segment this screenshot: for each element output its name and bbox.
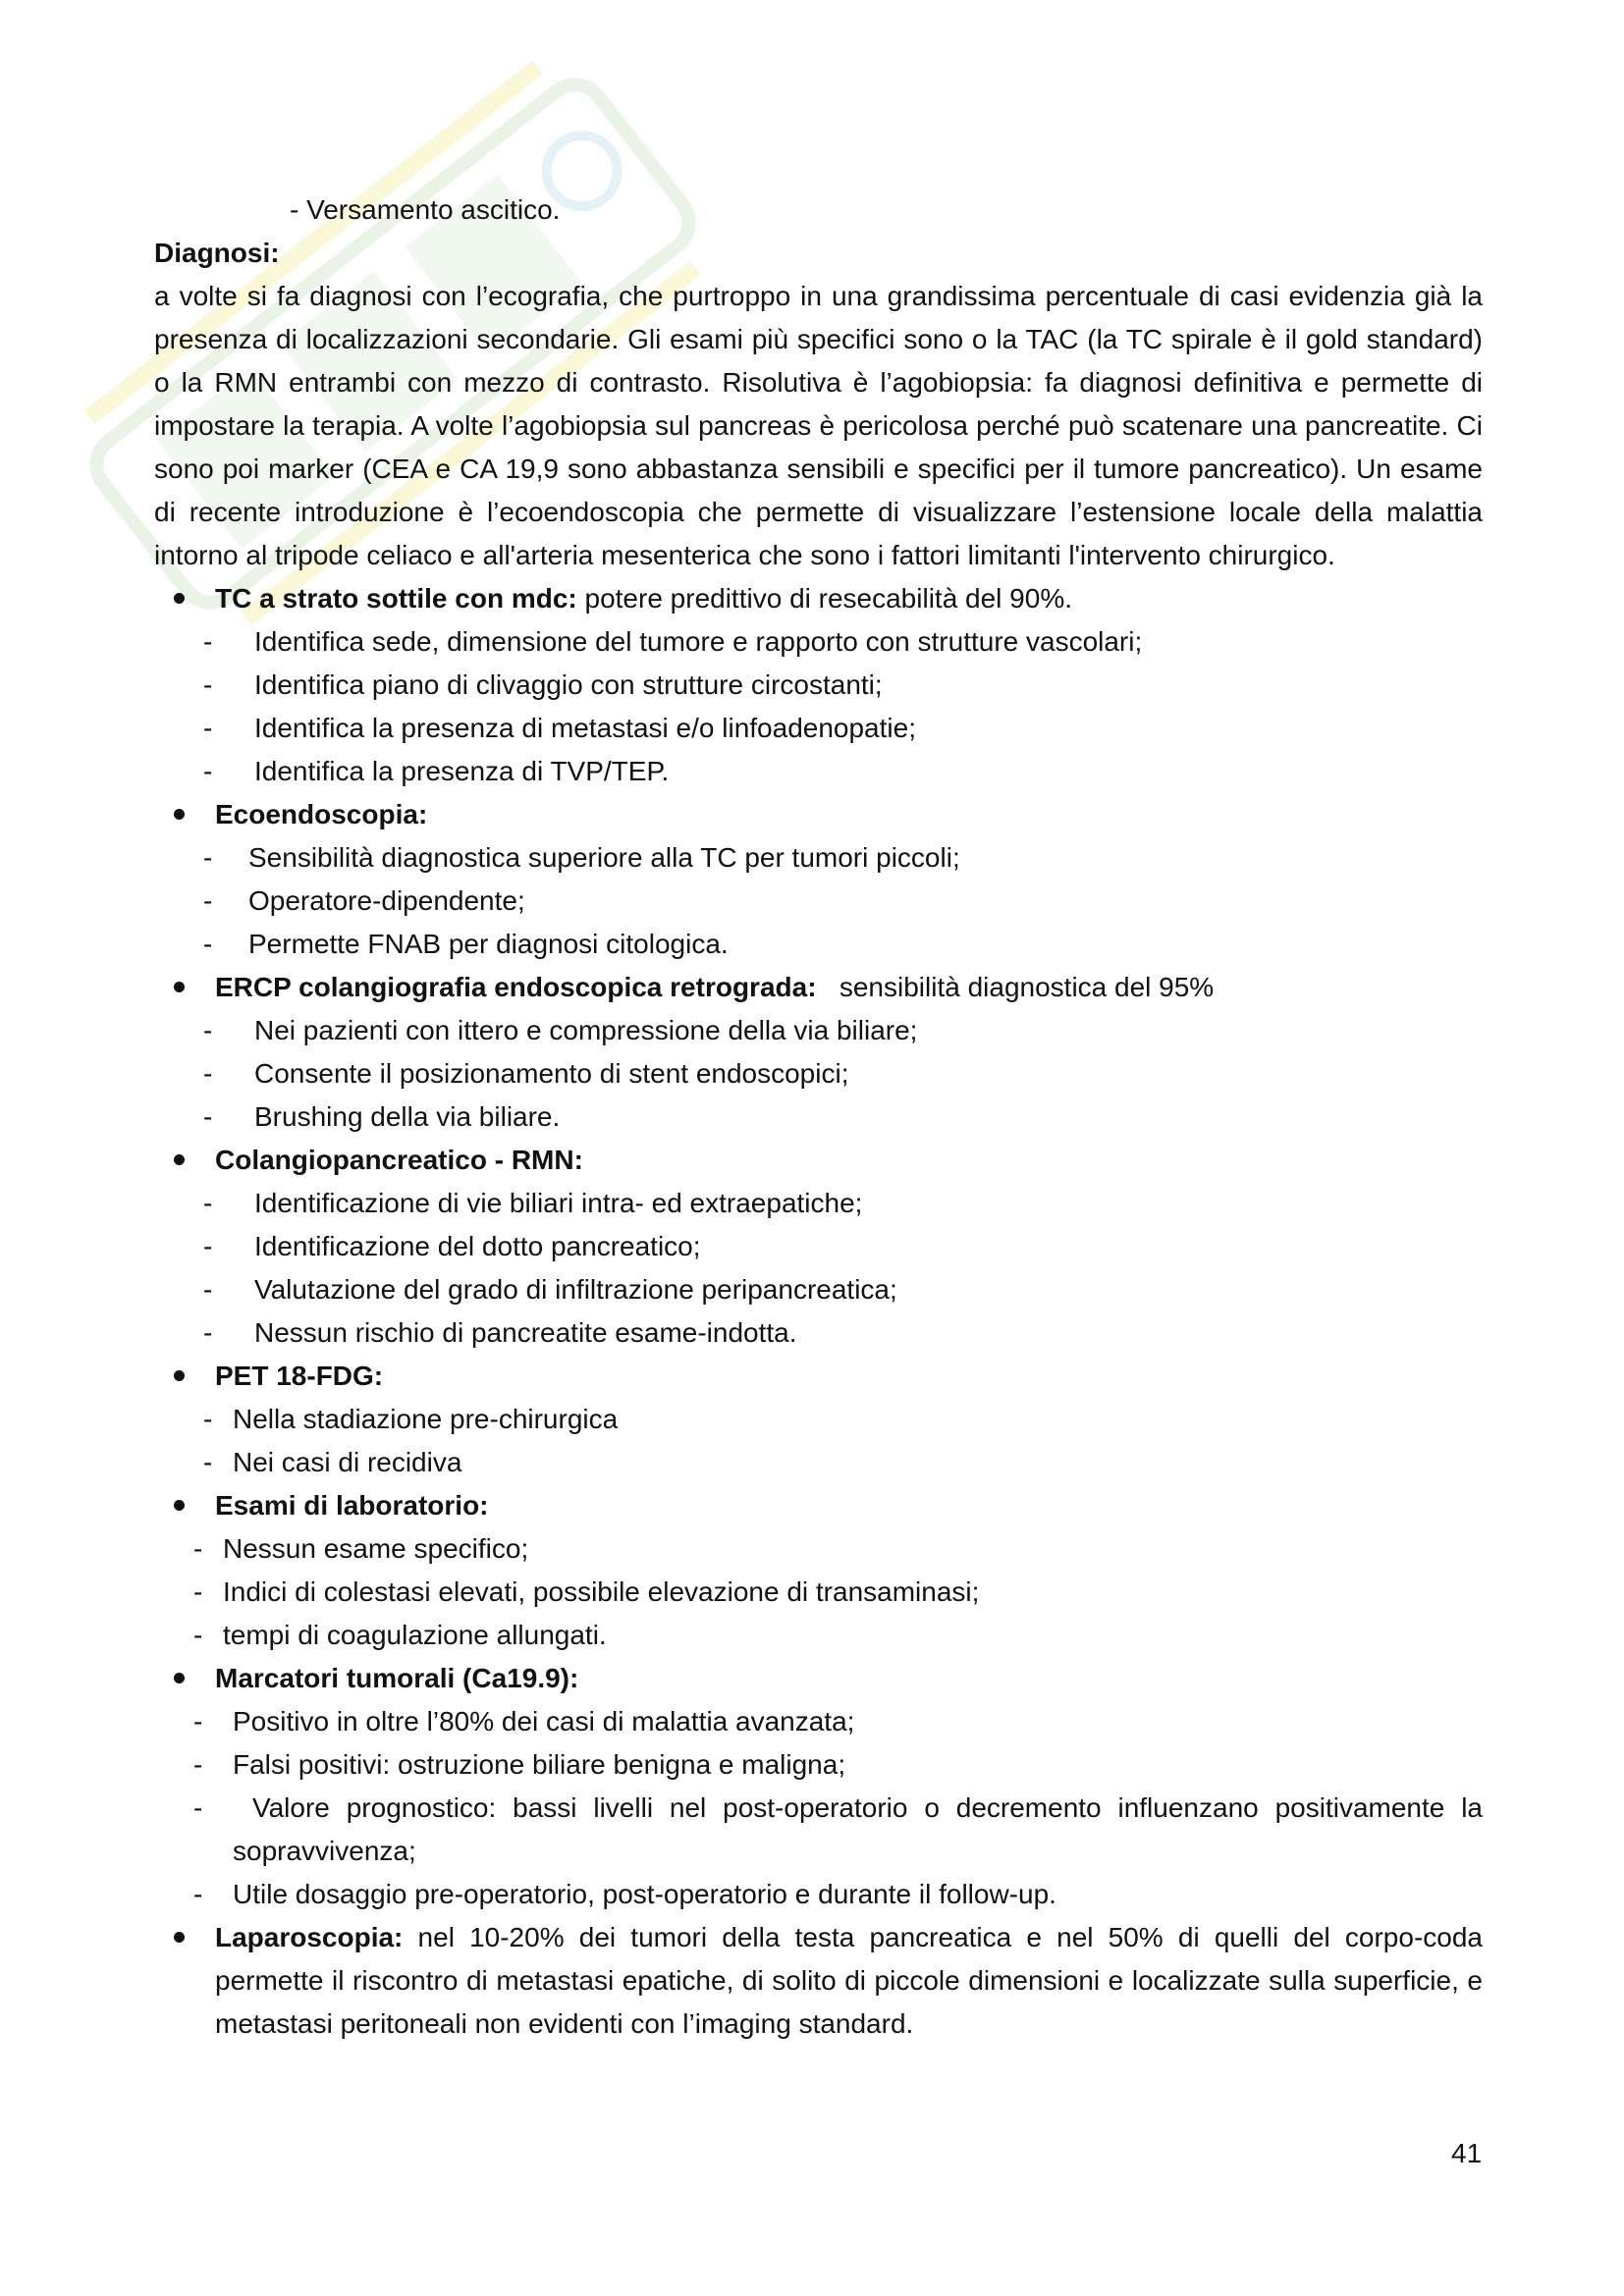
- dash-icon: -: [203, 669, 213, 700]
- list-item: - Falsi positivi: ostruzione biliare benigna e maligna;: [154, 1743, 1483, 1787]
- list-item: - Valore prognostico: bassi livelli nel post-operatorio o decremento influenzano positivamente la sopravvivenza;: [154, 1787, 1483, 1873]
- dash-icon: -: [193, 1533, 203, 1564]
- bullet-title: ERCP colangiografia endoscopica retrograda:: [215, 972, 817, 1002]
- bullet-laparoscopia: [154, 1916, 1483, 2046]
- dash-icon: -: [193, 1576, 203, 1607]
- diagnosi-paragraph: a volte si fa diagnosi con l’ecografia, che purtroppo in una grandissima percentuale di casi evidenzia già la presenza di localizzazioni secondarie. Gli esami più specifici sono o la TAC (la TC spirale è il gold standard) o la RMN entrambi con mezzo di contrasto. Risolutiva è l’agobiopsia: fa diagnosi definitiva e permette di impostare la terapia. A volte l’agobiopsia sul pancreas è pericolosa perché può scatenare una pancreatite. Ci sono poi marker (CEA e CA 19,9 sono abbastanza sensibili e specifici per il tumore pancreatico). Un esame di recente introduzione è l’ecoendoscopia che permette di visualizzare l’estensione locale della malattia intorno al tripode celiaco e all'arteria mesenterica che sono i fattori limitanti l'intervento chirurgico.: [154, 281, 1483, 570]
- list-item: - Brushing della via biliare.: [154, 1095, 1483, 1139]
- dash-icon: -: [203, 1231, 213, 1261]
- bullet-icon: [174, 1673, 185, 1683]
- dash-icon: -: [203, 842, 213, 873]
- bullet-icon: [174, 809, 185, 820]
- list-item: - Nei casi di recidiva: [154, 1441, 1483, 1484]
- list-item: - Utile dosaggio pre-operatorio, post-operatorio e durante il follow-up.: [154, 1873, 1483, 1916]
- list-item: - Identificazione del dotto pancreatico;: [154, 1225, 1483, 1268]
- list-item: - Indici di colestasi elevati, possibile elevazione di transaminasi;: [154, 1571, 1483, 1614]
- list-item: - Nei pazienti con ittero e compressione della via biliare;: [154, 1009, 1483, 1052]
- dash-icon: -: [193, 1749, 203, 1780]
- dash-icon: -: [193, 1792, 203, 1823]
- dash-icon: -: [203, 1317, 213, 1348]
- list-item: - Identifica sede, dimensione del tumore e rapporto con strutture vascolari;: [154, 620, 1483, 664]
- page-content: [154, 188, 1483, 2046]
- bullet-tc: [154, 577, 1483, 620]
- list-item: - Nessun rischio di pancreatite esame-indotta.: [154, 1311, 1483, 1355]
- bullet-icon: [174, 1932, 185, 1943]
- dash-icon: -: [203, 1404, 213, 1434]
- bullet-esami-laboratorio: [154, 1484, 1483, 1527]
- list-item: - Identifica la presenza di metastasi e/o linfoadenopatie;: [154, 707, 1483, 750]
- bullet-ercp: [154, 966, 1483, 1009]
- bullet-marcatori: [154, 1657, 1483, 1700]
- dash-icon: -: [203, 713, 213, 743]
- dash-icon: -: [203, 1015, 213, 1045]
- list-item: - Permette FNAB per diagnosi citologica.: [154, 923, 1483, 966]
- bullet-colangio-rmn: [154, 1139, 1483, 1182]
- bullet-pet: [154, 1355, 1483, 1398]
- bullet-text: potere predittivo di resecabilità del 90%.: [576, 583, 1073, 614]
- ascites-line: - Versamento ascitico.: [290, 194, 561, 225]
- dash-icon: -: [193, 1879, 203, 1909]
- dash-icon: -: [203, 1447, 213, 1477]
- bullet-title: PET 18-FDG:: [215, 1361, 384, 1391]
- bullet-title: Esami di laboratorio:: [215, 1490, 489, 1521]
- bullet-title: TC a strato sottile con mdc:: [215, 583, 577, 614]
- list-item: - Valutazione del grado di infiltrazione peripancreatica;: [154, 1268, 1483, 1311]
- dash-icon: -: [203, 929, 213, 959]
- diagnosi-heading: Diagnosi:: [154, 238, 280, 268]
- page-number: 41: [1451, 2138, 1483, 2168]
- list-item: - Identifica la presenza di TVP/TEP.: [154, 750, 1483, 793]
- list-item: - Identificazione di vie biliari intra- ed extraepatiche;: [154, 1182, 1483, 1225]
- list-item: - Identifica piano di clivaggio con strutture circostanti;: [154, 664, 1483, 707]
- list-item: - Positivo in oltre l’80% dei casi di malattia avanzata;: [154, 1700, 1483, 1743]
- bullet-text: sensibilità diagnostica del 95%: [816, 972, 1215, 1002]
- bullet-ecoendoscopia: [154, 793, 1483, 836]
- dash-icon: -: [203, 1274, 213, 1305]
- bullet-text: nel 10-20% dei tumori della testa pancreatica e nel 50% di quelli del corpo-coda permette il riscontro di metastasi epatiche, di solito di piccole dimensioni e localizzate sulla superficie, e metastasi peritoneali non evidenti con l’imaging standard.: [215, 1922, 1483, 2039]
- bullet-icon: [174, 1500, 185, 1511]
- dash-icon: -: [193, 1706, 203, 1736]
- list-item: - Sensibilità diagnostica superiore alla TC per tumori piccoli;: [154, 836, 1483, 880]
- bullet-title: Colangiopancreatico - RMN:: [215, 1145, 583, 1175]
- bullet-icon: [174, 593, 185, 604]
- list-item: - Nella stadiazione pre-chirurgica: [154, 1398, 1483, 1441]
- dash-icon: -: [203, 1101, 213, 1132]
- dash-icon: -: [203, 756, 213, 786]
- dash-icon: -: [203, 885, 213, 916]
- list-item: - Operatore-dipendente;: [154, 880, 1483, 923]
- dash-icon: -: [203, 1058, 213, 1089]
- bullet-icon: [174, 1370, 185, 1381]
- bullet-icon: [174, 1154, 185, 1165]
- dash-icon: -: [193, 1620, 203, 1650]
- bullet-title: Ecoendoscopia:: [215, 799, 428, 829]
- list-item: - tempi di coagulazione allungati.: [154, 1614, 1483, 1657]
- bullet-icon: [174, 982, 185, 992]
- bullet-title: Laparoscopia:: [215, 1922, 404, 1952]
- dash-icon: -: [203, 1188, 213, 1218]
- list-item: - Consente il posizionamento di stent endoscopici;: [154, 1052, 1483, 1095]
- list-item: - Nessun esame specifico;: [154, 1527, 1483, 1571]
- bullet-title: Marcatori tumorali (Ca19.9):: [215, 1663, 579, 1693]
- dash-icon: -: [203, 626, 213, 657]
